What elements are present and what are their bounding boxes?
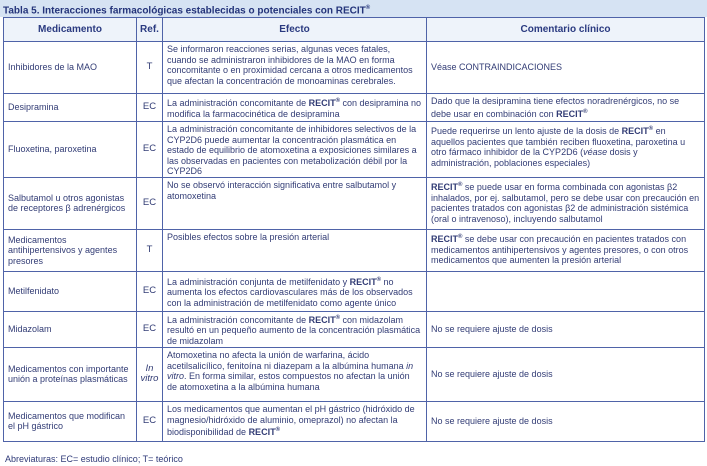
cell-medicamento: Inhibidores de la MAO	[4, 42, 137, 94]
cell-comentario: No se requiere ajuste de dosis	[427, 347, 705, 401]
cell-medicamento: Medicamentos con importante unión a proteínas plasmáticas	[4, 347, 137, 401]
table-row	[4, 229, 705, 271]
cell-comentario: Dado que la desipramina tiene efectos noradrenérgicos, no se debe usar en combinación con RECIT®	[427, 94, 705, 122]
table-title-text: Tabla 5. Interacciones farmacológicas establecidas o potenciales con RECIT	[3, 5, 366, 17]
cell-medicamento: Salbutamol u otros agonistas de receptores β adrenérgicos	[4, 177, 137, 229]
cell-medicamento: Metilfenidato	[4, 271, 137, 311]
cell-efecto: Los medicamentos que aumentan el pH gástrico (hidróxido de magnesio/hidróxido de aluminio, omeprazol) no afectan la biodisponibilidad de RECIT®	[163, 401, 427, 441]
table-row	[4, 177, 705, 229]
table-row	[4, 401, 705, 441]
cell-efecto: La administración concomitante de RECIT® con midazolam resultó en un pequeño aumento de la concentración plasmática de midazolam	[163, 311, 427, 347]
cell-comentario	[427, 271, 705, 311]
registered-mark: ®	[365, 5, 371, 11]
cell-ref: EC	[137, 122, 163, 178]
table-row	[4, 94, 705, 122]
brand-name: RECIT®	[556, 108, 588, 119]
cell-ref: In vitro	[137, 347, 163, 401]
cell-efecto: La administración concomitante de RECIT® con desipramina no modifica la farmacocinética de desipramina	[163, 94, 427, 122]
brand-name: RECIT®	[308, 314, 341, 325]
table-row	[4, 311, 705, 347]
brand-name: RECIT®	[621, 126, 654, 136]
cell-comentario: No se requiere ajuste de dosis	[427, 311, 705, 347]
cell-ref: EC	[137, 401, 163, 441]
cell-ref: EC	[137, 177, 163, 229]
brand-name: RECIT®	[431, 181, 463, 192]
cell-ref: EC	[137, 271, 163, 311]
brand-name: RECIT®	[308, 97, 341, 108]
brand-name: RECIT®	[248, 427, 280, 438]
header-medicamento: Medicamento	[4, 18, 137, 42]
cell-ref: EC	[137, 94, 163, 122]
cell-ref: T	[137, 42, 163, 94]
cell-medicamento: Midazolam	[4, 311, 137, 347]
cell-comentario: Véase CONTRAINDICACIONES	[427, 42, 705, 94]
footnote: Abreviaturas: EC= estudio clínico; T= teórico	[5, 454, 183, 464]
brand-name: RECIT®	[349, 276, 382, 287]
cell-comentario: RECIT® se puede usar en forma combinada con agonistas β2 inhalados, por ej. salbutamol, pero se debe usar con precaución en pacientes tratados con agonistas β2 de administración sistémica (oral o intravenoso), incluyendo salbutamol	[427, 177, 705, 229]
table-header-row	[4, 18, 705, 42]
brand-name: RECIT®	[431, 233, 463, 244]
cell-ref: T	[137, 229, 163, 271]
cell-medicamento: Medicamentos antihipertensivos y agentes presores	[4, 229, 137, 271]
table-row	[4, 347, 705, 401]
cell-efecto: Posibles efectos sobre la presión arterial	[163, 229, 427, 271]
cell-efecto: La administración conjunta de metilfenidato y RECIT® no aumenta los efectos cardiovasculares más de los observados con la administración de metilfenidato como agente único	[163, 271, 427, 311]
cell-medicamento: Fluoxetina, paroxetina	[4, 122, 137, 178]
cell-comentario: No se requiere ajuste de dosis	[427, 401, 705, 441]
cell-medicamento: Desipramina	[4, 94, 137, 122]
header-comentario: Comentario clínico	[427, 18, 705, 42]
table-row	[4, 42, 705, 94]
interactions-table	[3, 17, 705, 442]
table-title	[0, 0, 707, 17]
table-row	[4, 122, 705, 178]
header-ref: Ref.	[137, 18, 163, 42]
cell-efecto: Se informaron reacciones serias, algunas veces fatales, cuando se administraron inhibidores de la MAO en forma concomitante o en proximidad cercana a otros medicamentos que afectan la concentración de monoaminas cerebrales.	[163, 42, 427, 94]
cell-efecto: No se observó interacción significativa entre salbutamol y atomoxetina	[163, 177, 427, 229]
header-efecto: Efecto	[163, 18, 427, 42]
cell-efecto: La administración concomitante de inhibidores selectivos de la CYP2D6 puede aumentar la concentración plasmática en estado de equilibrio de atomoxetina a exposiciones similares a las observadas en pacientes con metabolización débil por la CYP2D6	[163, 122, 427, 178]
cell-comentario: Puede requerirse un lento ajuste de la dosis de RECIT® en aquellos pacientes que también reciben fluoxetina, paroxetina u otro fármaco inhibidor de la CYP2D6 (véase dosis y administración, poblaciones especiales)	[427, 122, 705, 178]
cell-comentario: RECIT® se debe usar con precaución en pacientes tratados con medicamentos antihipertensivos y agentes presores, o con otros medicamentos que aumenten la presión arterial	[427, 229, 705, 271]
cell-medicamento: Medicamentos que modifican el pH gástrico	[4, 401, 137, 441]
cell-efecto: Atomoxetina no afecta la unión de warfarina, ácido acetilsalicílico, fenitoína ni diazepam a la albúmina humana in vitro. En forma similar, estos compuestos no afectan la unión de atomoxetina a la albúmina humana	[163, 347, 427, 401]
table-row	[4, 271, 705, 311]
cell-ref: EC	[137, 311, 163, 347]
